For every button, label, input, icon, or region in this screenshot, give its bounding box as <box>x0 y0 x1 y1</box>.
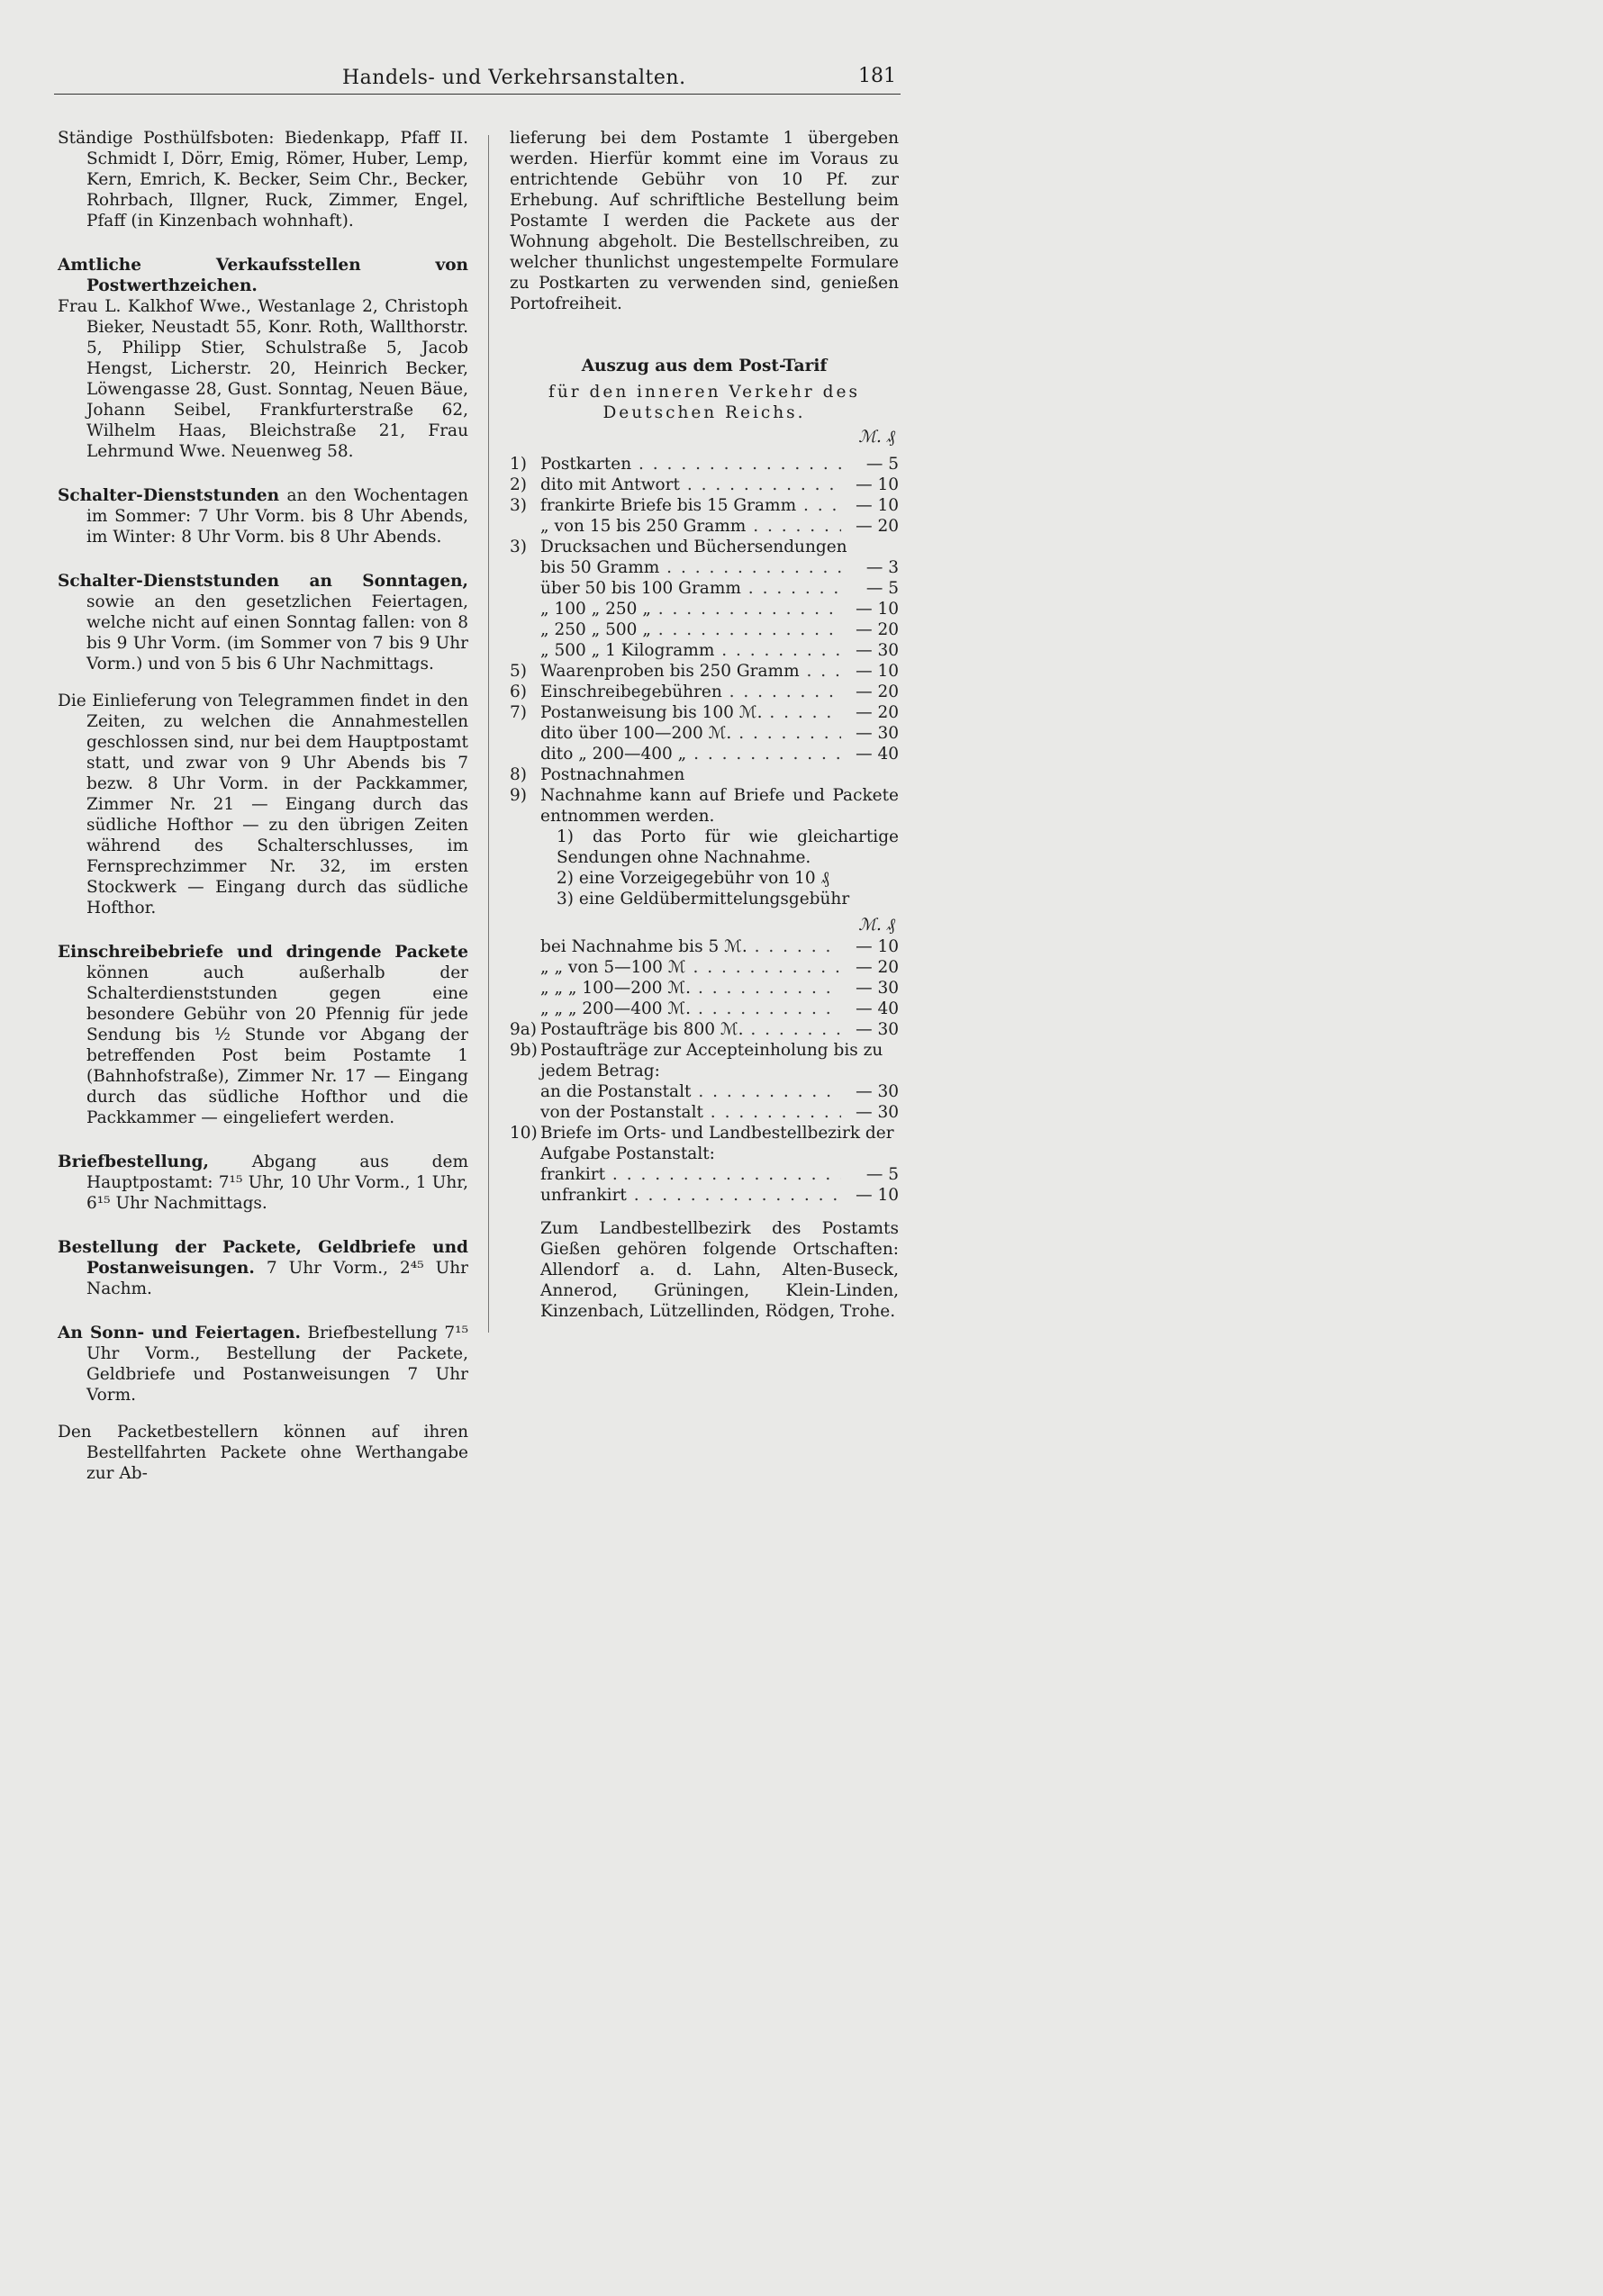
text-schalter-dienststunden: an den Wochentagen im Sommer: 7 Uhr Vorm. bis 8 Uhr Abends, im Winter: 8 Uhr Vorm. bis 8 Uhr Abends. <box>86 486 468 547</box>
tarif-row-value: — 5 <box>865 455 899 474</box>
tarif-row-value: — 10 <box>856 475 899 494</box>
paragraph-posthuelfsboten: Ständige Posthülfsboten: Biedenkapp, Pfaff II. Schmidt I, Dörr, Emig, Römer, Huber, Lemp, Kern, Emrich, K. Becker, Seim Chr., Becker, Rohrbach, Illgner, Ruck, Zimmer, Engel, Pfaff (in Kinzenbach wohnhaft). <box>58 129 468 231</box>
tarif-table <box>510 454 899 1206</box>
tarif-row <box>510 936 899 957</box>
tarif-row <box>510 978 899 999</box>
header-rule <box>54 94 901 95</box>
heading-briefbestellung: Briefbestellung, <box>58 1153 209 1171</box>
tarif-row <box>510 557 899 578</box>
text-briefbestellung: Abgang aus dem Hauptpostamt: 7¹⁵ Uhr, 10 Uhr Vorm., 1 Uhr, 6¹⁵ Uhr Nachmittags. <box>86 1153 468 1213</box>
tarif-row-text: Briefe im Orts- und Landbestellbezirk der Aufgabe Postanstalt: <box>540 1124 894 1163</box>
document-page <box>0 0 986 1483</box>
tarif-row-text: Postanweisung bis 100 ℳ. . . . <box>540 702 841 723</box>
nachnahme-sub-item: 3) eine Geldübermittelungsgebühr <box>557 890 850 908</box>
tarif-row-text: Postnachnahmen <box>540 765 685 784</box>
tarif-row-text: „ „ „ 100—200 ℳ. . . . <box>540 978 841 999</box>
tarif-title: Auszug aus dem Post-Tarif <box>581 357 828 375</box>
paragraph-telegramme: Die Einlieferung von Telegrammen findet in den Zeiten, zu welchen die Annahmestellen geschlossen sind, nur bei dem Hauptpostamt statt, und zwar von 9 Uhr Abends bis 7 bezw. 8 Uhr Vorm. in der Packkammer, Zimmer Nr. 21 — Eingang durch das südliche Hofthor — zu den übrigen Zeiten während des Schalterschlusses, im Fernsprechzimmer Nr. 32, im ersten Stockwerk — Eingang durch das südliche Hofthor. <box>58 692 468 917</box>
text-bestellung-packete: 7 Uhr Vorm., 2⁴⁵ Uhr Nachm. <box>86 1259 468 1298</box>
column-divider <box>488 135 489 1333</box>
tarif-row-number: 6) <box>510 682 527 701</box>
tarif-row-text: bei Nachnahme bis 5 ℳ. . . . <box>540 936 841 957</box>
text-sonntage: sowie an den gesetzlichen Feiertagen, welche nicht auf einen Sonntag fallen: von 8 bis 9 Uhr Vorm. (im Sommer von 7 bis 9 Uhr Vorm.) und von 5 bis 6 Uhr Nachmittags. <box>86 592 468 673</box>
tarif-row-number: 7) <box>510 703 527 722</box>
tarif-row-text: Einschreibegebühren . . . <box>540 682 841 702</box>
tarif-row-number: 5) <box>510 662 527 681</box>
tarif-row-value: — 20 <box>856 958 899 977</box>
tarif-row-text: bis 50 Gramm . . . <box>540 557 841 578</box>
tarif-row-text: „ 250 „ 500 „ . . . <box>540 619 841 640</box>
tarif-row-text: frankirt . . . <box>540 1164 841 1185</box>
tarif-row-number: 9a) <box>510 1020 538 1039</box>
tarif-row-value: — 5 <box>865 1165 899 1184</box>
paragraph-verkaufsstellen-heading <box>58 255 468 296</box>
nachnahme-sub-item: 2) eine Vorzeigegebühr von 10 ₰ <box>557 869 829 888</box>
tarif-row-value: — 10 <box>856 1186 899 1205</box>
tarif-row <box>510 1164 899 1185</box>
tarif-row-value: — 30 <box>856 1103 899 1122</box>
tarif-row <box>510 957 899 978</box>
text-sonn-feiertage: Briefbestellung 7¹⁵ Uhr Vorm., Bestellung der Packete, Geldbriefe und Postanweisungen 7 Uhr Vorm. <box>86 1324 468 1405</box>
tarif-row-text: Postaufträge zur Accepteinholung bis zu jedem Betrag: <box>540 1041 883 1080</box>
tarif-row <box>510 599 899 619</box>
tarif-row-text: „ „ „ 200—400 ℳ. . . . <box>540 999 841 1019</box>
tarif-row-text: dito „ 200—400 „ . . . <box>540 744 841 764</box>
paragraph-verkaufsstellen: Frau L. Kalkhof Wwe., Westanlage 2, Christoph Bieker, Neustadt 55, Konr. Roth, Wallthorstr. 5, Philipp Stier, Schulstraße 5, Jacob Hengst, Licherstr. 20, Heinrich Becker, Löwengasse 28, Gust. Sonntag, Neuen Bäue, Johann Seibel, Frankfurterstraße 62, Wilhelm Haas, Bleichstraße 21, Frau Lehrmund Wwe. Neuenweg 58. <box>58 297 468 461</box>
paragraph-schalter-dienststunden <box>58 485 468 547</box>
tarif-row-value: — 10 <box>856 937 899 956</box>
tarif-row-number: 9) <box>510 786 527 805</box>
tarif-row <box>510 619 899 640</box>
tarif-row-nachnahme <box>510 785 899 827</box>
heading-bestellung-packete: Bestellung der Packete, Geldbriefe und Postanweisungen. <box>58 1238 468 1278</box>
tarif-row-text: von der Postanstalt . . . <box>540 1102 841 1123</box>
tarif-row-text: über 50 bis 100 Gramm . . . <box>540 578 841 599</box>
paragraph-ablieferung: lieferung bei dem Postamte 1 übergeben werden. Hierfür kommt eine im Voraus zu entrichtende Gebühr von 10 Pf. zur Erhebung. Auf schriftliche Bestellung beim Postamte I werden die Packete aus der Wohnung abgeholt. Die Bestellschreiben, zu welcher thunlichst ungestempelte Formulare zu Postkarten zu verwenden sind, genießen Portofreiheit. <box>510 129 899 313</box>
tarif-row-text: frankirte Briefe bis 15 Gramm . . . <box>540 495 841 516</box>
paragraph-briefbestellung <box>58 1152 468 1214</box>
tarif-row-text: Waarenproben bis 250 Gramm . . . <box>540 661 841 682</box>
tarif-row-number: 10) <box>510 1124 538 1143</box>
tarif-row-number: 9b) <box>510 1041 538 1060</box>
tarif-row <box>510 640 899 661</box>
tarif-row-value: — 40 <box>856 745 899 764</box>
paragraph-einschreibebriefe <box>58 942 468 1128</box>
nachnahme-sublist <box>510 827 899 909</box>
currency-header: ℳ. ₰ <box>858 428 895 447</box>
tarif-row-postnachnahmen <box>510 764 899 785</box>
currency-header-2: ℳ. ₰ <box>858 916 895 935</box>
tarif-row-text: dito über 100—200 ℳ. . . . <box>540 723 841 744</box>
paragraph-bestellung-packete <box>58 1237 468 1299</box>
tarif-row <box>510 1019 899 1040</box>
heading-schalter-dienststunden: Schalter-Dienststunden <box>58 486 280 505</box>
tarif-row-text: an die Postanstalt . . . <box>540 1081 841 1102</box>
heading-sonn-feiertage: An Sonn- und Feiertagen. <box>58 1324 301 1342</box>
tarif-row-value: — 10 <box>856 662 899 681</box>
heading-sonntage: Schalter-Dienststunden an Sonntagen, <box>58 572 468 591</box>
tarif-row-value: — 40 <box>856 999 899 1018</box>
tarif-row-text: „ „ von 5—100 ℳ . . . <box>540 957 841 978</box>
tarif-row-value: — 3 <box>865 558 899 577</box>
tarif-row-ortsbestellbezirk <box>510 1123 899 1164</box>
tarif-row-value: — 20 <box>856 682 899 701</box>
text-einschreibebriefe: können auch außerhalb der Schalterdienststunden gegen eine besondere Gebühr von 20 Pfennig für jede Sendung bis ½ Stunde vor Abgang der betreffenden Post beim Postamte 1 (Bahnhofstraße), Zimmer Nr. 17 — Eingang durch das südliche Hofthor und die Packkammer — eingeliefert werden. <box>86 963 468 1127</box>
tarif-row-text: Postkarten . . . <box>540 454 841 475</box>
tarif-row <box>510 999 899 1019</box>
tarif-row <box>510 1185 899 1206</box>
running-title: Handels- und Verkehrsanstalten. <box>342 67 686 89</box>
heading-einschreibebriefe: Einschreibebriefe und dringende Packete <box>58 943 468 962</box>
tarif-row-value: — 20 <box>856 703 899 722</box>
tarif-row-text: Postaufträge bis 800 ℳ. . . . <box>540 1019 841 1040</box>
tarif-row-text: Drucksachen und Büchersendungen <box>540 538 847 556</box>
paragraph-sonn-feiertage <box>58 1323 468 1406</box>
tarif-row-value: — 30 <box>856 1020 899 1039</box>
page-number: 181 <box>858 65 896 87</box>
tarif-row-number: 8) <box>510 765 527 784</box>
page-header <box>0 65 986 95</box>
paragraph-landbestellbezirk: Zum Landbestellbezirk des Postamts Gießen gehören folgende Ortschaften: Allendorf a. d. Lahn, Alten-Buseck, Annerod, Grüningen, Klein-Linden, Kinzenbach, Lützellinden, Rödgen, Trohe. <box>540 1219 899 1321</box>
tarif-row-value: — 30 <box>856 641 899 660</box>
tarif-row-number: 3) <box>510 538 527 556</box>
tarif-row-drucksachen-head <box>510 537 899 557</box>
tarif-row-value: — 20 <box>856 620 899 639</box>
tarif-row <box>510 1081 899 1102</box>
tarif-row-text: „ von 15 bis 250 Gramm . . . <box>540 516 841 537</box>
tarif-row-text: „ 100 „ 250 „ . . . <box>540 599 841 619</box>
tarif-row-number: 3) <box>510 496 527 515</box>
tarif-subtitle-2: Deutschen Reichs. <box>602 403 806 422</box>
tarif-row <box>510 516 899 537</box>
tarif-row-number: 1) <box>510 455 527 474</box>
paragraph-packetbesteller: Den Packetbestellern können auf ihren Bestellfahrten Packete ohne Werthangabe zur Ab- <box>58 1423 468 1483</box>
tarif-row-value: — 10 <box>856 496 899 515</box>
tarif-row <box>510 1102 899 1123</box>
tarif-row-number: 2) <box>510 475 527 494</box>
tarif-row-text: „ 500 „ 1 Kilogramm . . . <box>540 640 841 661</box>
tarif-row <box>510 661 899 682</box>
tarif-row-value: — 20 <box>856 517 899 536</box>
tarif-row <box>510 495 899 516</box>
tarif-row-value: — 30 <box>856 1082 899 1101</box>
tarif-row-text: dito mit Antwort . . . <box>540 475 841 495</box>
left-column <box>58 128 468 1484</box>
tarif-row-text: Nachnahme kann auf Briefe und Packete entnommen werden. <box>540 786 899 826</box>
tarif-row <box>510 702 899 723</box>
tarif-row-text: unfrankirt . . . <box>540 1185 841 1206</box>
tarif-row <box>510 475 899 495</box>
tarif-row <box>510 682 899 702</box>
tarif-subtitle-1: für den inneren Verkehr des <box>548 383 860 402</box>
nachnahme-sub-item: 1) das Porto für wie gleichartige Sendungen ohne Nachnahme. <box>557 827 899 867</box>
tarif-row <box>510 578 899 599</box>
tarif-row-value: — 30 <box>856 979 899 998</box>
tarif-row <box>510 454 899 475</box>
right-column <box>510 128 899 1322</box>
paragraph-sonntage <box>58 571 468 674</box>
heading-verkaufsstellen: Amtliche Verkaufsstellen von Postwerthzeichen. <box>58 256 468 295</box>
tarif-row-value: — 10 <box>856 600 899 619</box>
tarif-row <box>510 723 899 744</box>
tarif-row-value: — 5 <box>865 579 899 598</box>
tarif-row-accepteinholung <box>510 1040 899 1081</box>
tarif-row-value: — 30 <box>856 724 899 743</box>
tarif-row <box>510 744 899 764</box>
